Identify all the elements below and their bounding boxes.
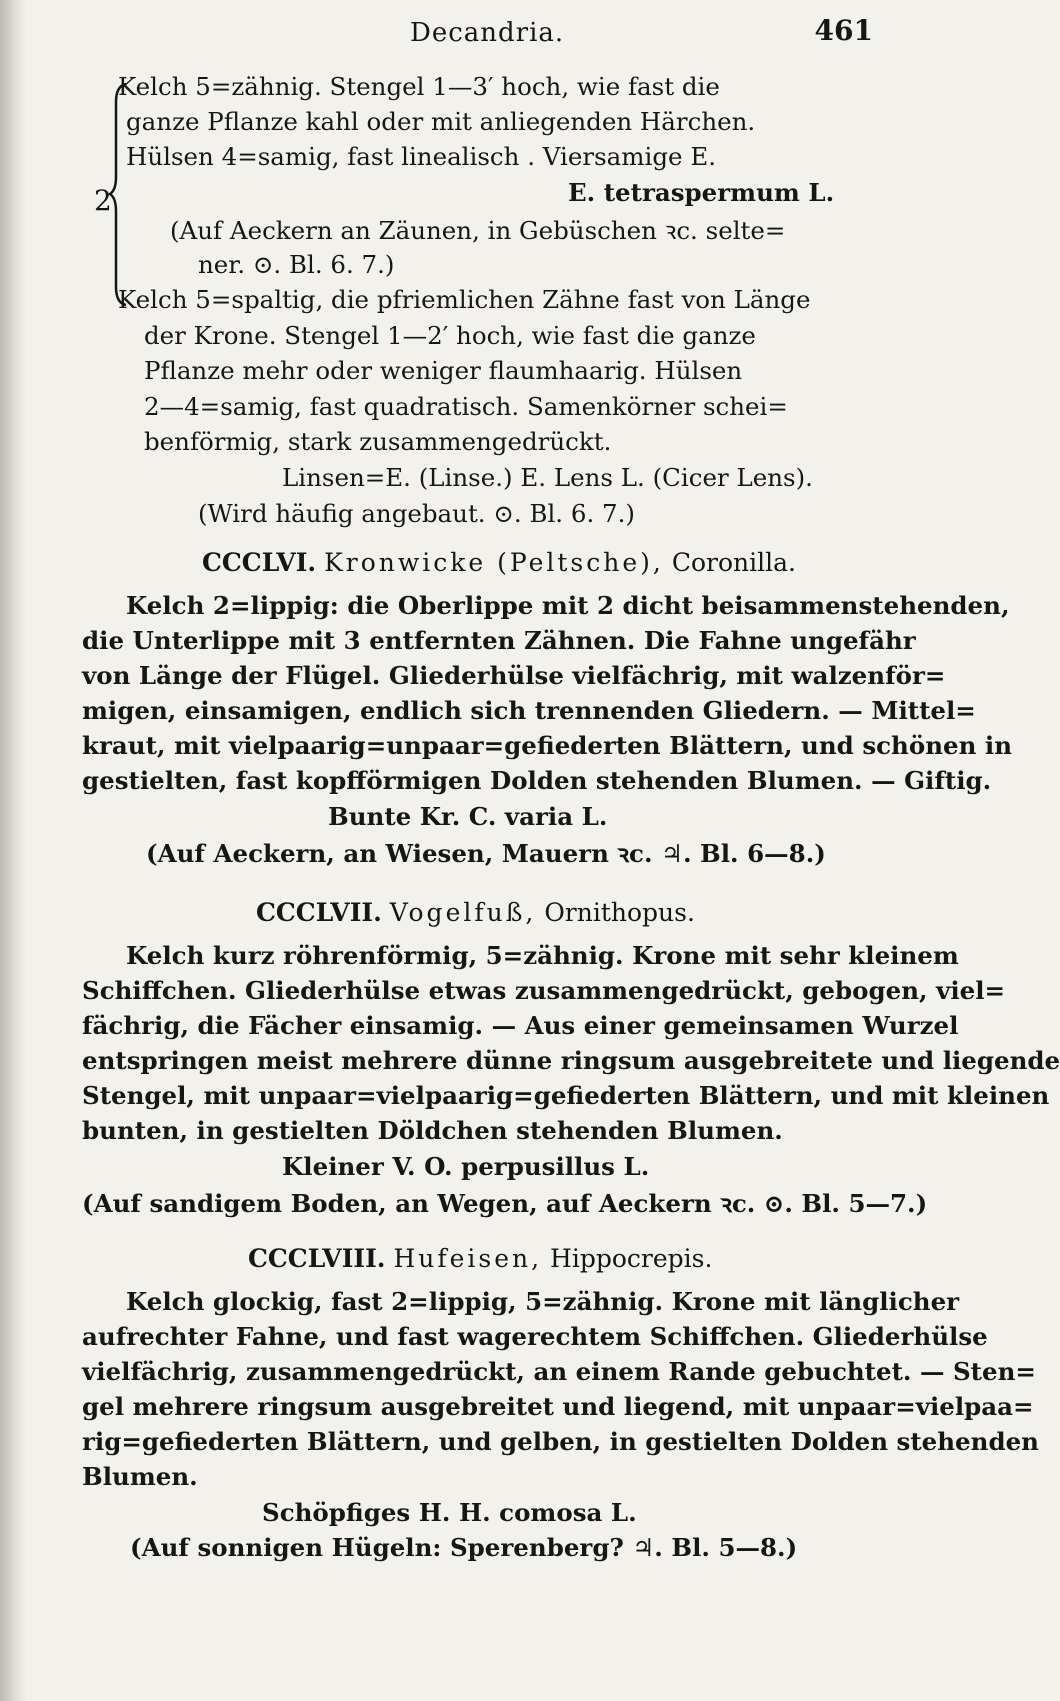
species-line: Kleiner V. O. perpusillus L. (282, 1152, 650, 1181)
description-line: Schiffchen. Gliederhülse etwas zusammengedrückt, gebogen, viel= (82, 976, 1006, 1005)
description-line: Kelch glockig, fast 2=lippig, 5=zähnig. Krone mit länglicher (126, 1287, 960, 1316)
genus-name: Vogelfuß, (389, 898, 537, 927)
genus-title (256, 898, 695, 927)
species-line: Schöpfiges H. H. comosa L. (262, 1498, 637, 1527)
genus-number: CCCLVI. (202, 548, 317, 577)
description-line: die Unterlippe mit 3 entfernten Zähnen. Die Fahne ungefähr (82, 626, 916, 655)
description-line: Kelch kurz röhrenförmig, 5=zähnig. Krone mit sehr kleinem (126, 941, 959, 970)
description-line: migen, einsamigen, endlich sich trennenden Gliedern. — Mittel= (82, 696, 976, 725)
key-line: Kelch 5=spaltig, die pfriemlichen Zähne fast von Länge (118, 285, 811, 314)
key-species: Linsen=E. (Linse.) E. Lens L. (Cicer Lens). (282, 463, 813, 492)
key-bracket-block (90, 72, 890, 528)
description-line: Blumen. (82, 1462, 198, 1491)
description-line: aufrechter Fahne, und fast wagerechtem Schiffchen. Gliederhülse (82, 1322, 988, 1351)
key-line: 2—4=samig, fast quadratisch. Samenkörner schei= (144, 392, 788, 421)
genus-section-ornithopus (82, 898, 1060, 1218)
genus-name: Kronwicke (Peltsche), (324, 548, 664, 577)
key-line: ganze Pflanze kahl oder mit anliegenden Härchen. (126, 107, 756, 136)
description-line: kraut, mit vielpaarig=unpaar=gefiederten Blättern, und schönen in (82, 731, 1013, 760)
key-number: 2 (94, 184, 112, 217)
key-line: ner. ⊙. Bl. 6. 7.) (198, 250, 395, 279)
key-line: der Krone. Stengel 1—2′ hoch, wie fast die ganze (144, 321, 756, 350)
description-line: gestielten, fast kopfförmigen Dolden stehenden Blumen. — Giftig. (82, 766, 992, 795)
description-line: rig=gefiederten Blättern, und gelben, in gestielten Dolden stehenden (82, 1427, 1039, 1456)
description-line: vielfächrig, zusammengedrückt, an einem Rande gebuchtet. — Sten= (82, 1357, 1036, 1386)
description-line: Stengel, mit unpaar=vielpaarig=gefiederten Blättern, und mit kleinen (82, 1081, 1050, 1110)
genus-section-hippocrepis (82, 1244, 1039, 1564)
genus-latin: Coronilla. (671, 548, 796, 577)
key-habitat: (Wird häufig angebaut. ⊙. Bl. 6. 7.) (198, 499, 635, 528)
key-line: Kelch 5=zähnig. Stengel 1—3′ hoch, wie fast die (118, 72, 720, 101)
description-line: bunten, in gestielten Döldchen stehenden Blumen. (82, 1116, 783, 1145)
key-line: Pflanze mehr oder weniger flaumhaarig. Hülsen (144, 356, 743, 385)
page-gutter-shadow (0, 0, 26, 1701)
genus-title (248, 1244, 712, 1273)
description-line: entspringen meist mehrere dünne ringsum ausgebreitete und liegende (82, 1046, 1060, 1075)
habitat-line: (Auf sonnigen Hügeln: Sperenberg? ♃. Bl. 5—8.) (130, 1533, 798, 1562)
key-line: Hülsen 4=samig, fast linealisch . Viersamige E. (126, 142, 716, 171)
description-line: Kelch 2=lippig: die Oberlippe mit 2 dicht beisammenstehenden, (126, 591, 1010, 620)
page-number: 461 (814, 14, 873, 47)
key-species-latin: E. tetraspermum L. (568, 178, 835, 207)
species-line: Bunte Kr. C. varia L. (328, 802, 608, 831)
description-line: fächrig, die Fächer einsamig. — Aus einer gemeinsamen Wurzel (82, 1011, 959, 1040)
description-line: gel mehrere ringsum ausgebreitet und liegend, mit unpaar=vielpaa= (82, 1392, 1034, 1421)
genus-name: Hufeisen, (393, 1244, 543, 1273)
genus-number: CCCLVII. (256, 898, 382, 927)
page-header (0, 14, 930, 54)
genus-latin: Ornithopus. (544, 898, 695, 927)
running-head: Decandria. (410, 18, 565, 48)
genus-number: CCCLVIII. (248, 1244, 386, 1273)
habitat-line: (Auf sandigem Boden, an Wegen, auf Aeckern ꝛc. ⊙. Bl. 5—7.) (82, 1189, 928, 1218)
description-line: von Länge der Flügel. Gliederhülse vielfächrig, mit walzenför= (82, 661, 946, 690)
key-line: benförmig, stark zusammengedrückt. (144, 427, 612, 456)
key-line: (Auf Aeckern an Zäunen, in Gebüschen ꝛc. selte= (170, 216, 786, 245)
genus-section-coronilla (82, 548, 1013, 868)
habitat-line: (Auf Aeckern, an Wiesen, Mauern ꝛc. ♃. Bl. 6—8.) (146, 839, 826, 868)
genus-latin: Hippocrepis. (550, 1244, 713, 1273)
genus-title (202, 548, 796, 577)
